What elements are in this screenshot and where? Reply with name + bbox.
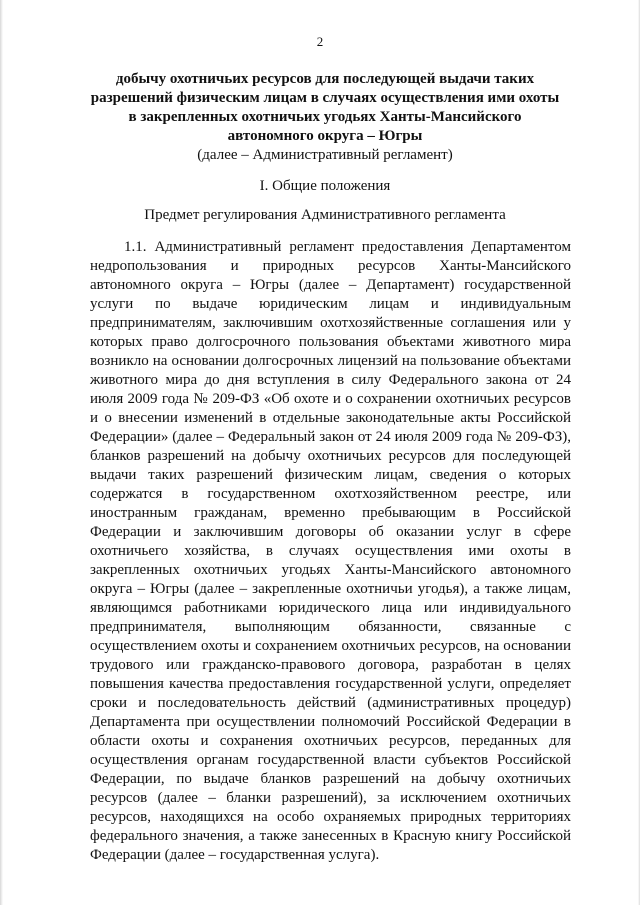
subsection-heading: Предмет регулирования Административного регламента: [144, 207, 506, 223]
scan-edge-left: [0, 0, 3, 905]
page-number: 2: [316, 34, 324, 49]
document-title: добычу охотничьих ресурсов для последующей выдачи таких разрешений физическим лицам в случаях осуществления ими охоты в закрепленных охотничьих угодьях Ханты-Мансийского автономного округа – Югры: [90, 71, 560, 144]
section-heading: I. Общие положения: [259, 178, 391, 194]
title-note: (далее – Административный регламент): [197, 147, 453, 163]
paragraph-1-1: 1.1. Административный регламент предоставления Департаментом недропользования и природных ресурсов Ханты-Мансийского автономного округа – Югры (далее – Департамент) государственной услуги по выдаче юридическим лицам и индивидуальным предпринимателям, заключившим охотхозяйственные соглашения или у которых право долгосрочного пользования объектами животного мира возникло на основании долгосрочных лицензий на пользование объектами животного мира до дня вступления в силу Федерального закона от 24 июля 2009 года № 209-ФЗ «Об охоте и о сохранении охотничьих ресурсов и о внесении изменений в отдельные законодательные акты Российской Федерации» (далее – Федеральный закон от 24 июля 2009 года № 209-ФЗ), бланков разрешений на добычу охотничьих ресурсов для последующей выдачи таких разрешений физическим лицам, сведения о которых содержатся в государственном охотхозяйственном реестре, или иностранным гражданам, временно пребывающим в Российской Федерации и заключившим договоры об оказании услуг в сфере охотничьего хозяйства, в случаях осуществления ими охоты в закрепленных охотничьих угодьях Ханты-Мансийского автономного округа – Югры (далее – закрепленные охотничьи угодья), а также лицам, являющимся работниками юридического лица или индивидуального предпринимателя, выполняющим обязанности, связанные с осуществлением охоты и сохранением охотничьих ресурсов, на основании трудового или гражданско-правового договора, разработан в целях повышения качества предоставления государственной услуги, определяет сроки и последовательность действий (административных процедур) Департамента при осуществлении полномочий Российской Федерации в области охоты и сохранения охотничьих ресурсов, переданных для осуществления органам государственной власти субъектов Российской Федерации, по выдаче бланков разрешений на добычу охотничьих ресурсов (далее – бланки разрешений), за исключением охотничьих ресурсов, находящихся на особо охраняемых природных территориях федерального значения, а также занесенных в Красную книгу Российской Федерации (далее – государственная услуга).: [90, 239, 571, 863]
